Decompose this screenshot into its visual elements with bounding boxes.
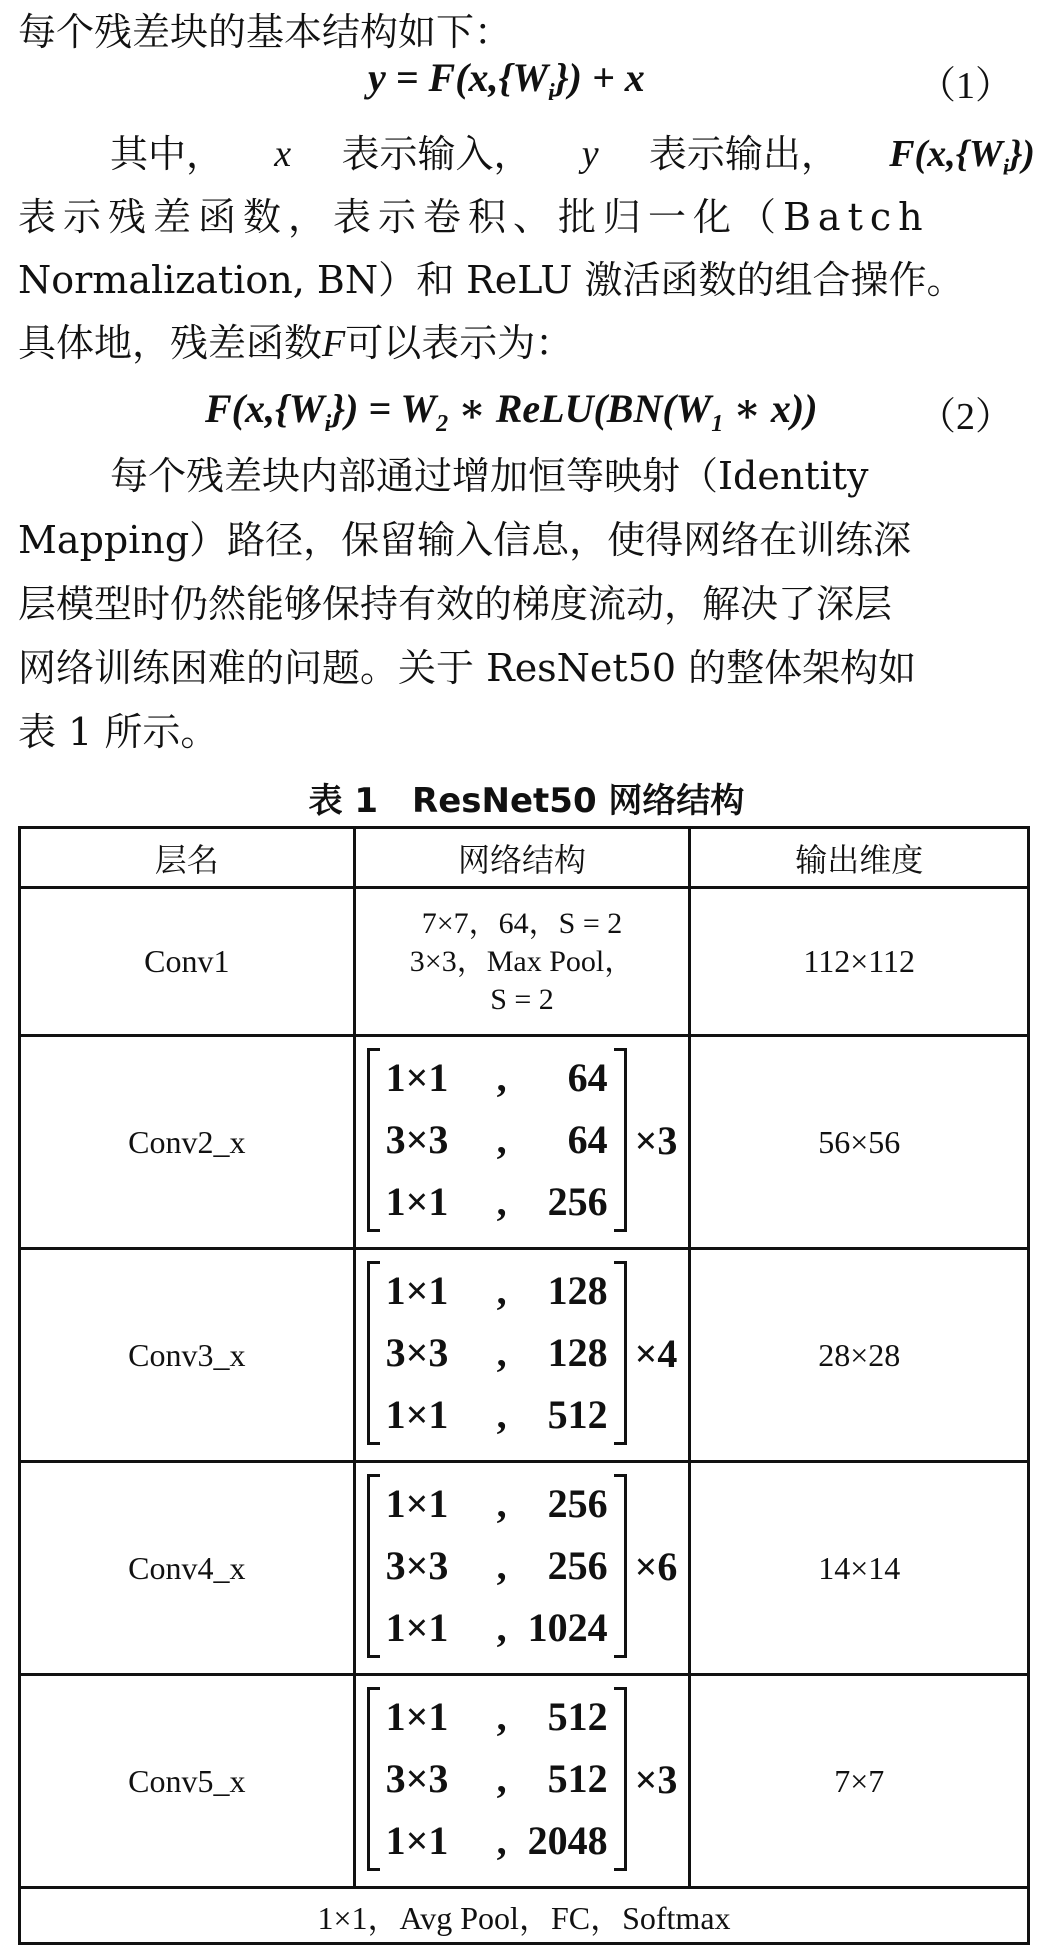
repeat-count: ×4 bbox=[634, 1330, 678, 1376]
structure-cell bbox=[354, 888, 690, 1036]
repeat-count: ×6 bbox=[634, 1543, 678, 1589]
left-bracket bbox=[367, 1474, 380, 1658]
left-bracket bbox=[367, 1687, 380, 1871]
right-bracket bbox=[614, 1474, 627, 1658]
table-row-conv5 bbox=[20, 1675, 1029, 1888]
paragraph-2-line-3: 层模型时仍然能够保持有效的梯度流动，解决了深层 bbox=[18, 582, 893, 626]
table-row-conv3 bbox=[20, 1249, 1029, 1462]
layer-name: Conv4_x bbox=[20, 1462, 355, 1675]
final-layer: 1×1，Avg Pool，FC，Softmax bbox=[20, 1888, 1029, 1944]
resnet50-table bbox=[18, 826, 1030, 1945]
structure-matrix: 1×1 , 128 3×3 , 128 1×1 , 512 ×4 bbox=[354, 1249, 690, 1462]
paragraph-intro: 每个残差块的基本结构如下： bbox=[18, 10, 513, 54]
paragraph-1-line-1: 其中， x 表示输入， y 表示输出， $F(x,\{W_i\})$ bbox=[110, 132, 1035, 180]
paragraph-2-line-5: 表 1 所示。 bbox=[18, 710, 219, 754]
paragraph-2-line-4: 网络训练困难的问题。关于 ResNet50 的整体架构如 bbox=[18, 646, 917, 690]
left-bracket bbox=[367, 1261, 380, 1445]
layer-name: Conv3_x bbox=[20, 1249, 355, 1462]
paragraph-2-line-1: 每个残差块内部通过增加恒等映射（Identity bbox=[110, 454, 869, 498]
structure-matrix: 1×1 , 256 3×3 , 256 1×1 , 1024 ×6 bbox=[354, 1462, 690, 1675]
table-row-conv1 bbox=[20, 888, 1029, 1036]
repeat-count: ×3 bbox=[634, 1756, 678, 1802]
right-bracket bbox=[614, 1048, 627, 1232]
structure-matrix: 1×1 , 512 3×3 , 512 1×1 , 2048 ×3 bbox=[354, 1675, 690, 1888]
paragraph-2-line-2: Mapping）路径，保留输入信息，使得网络在训练深 bbox=[18, 518, 912, 562]
header-output-dim: 输出维度 bbox=[690, 828, 1029, 888]
structure-line: S = 2 bbox=[490, 982, 554, 1016]
structure-line: 7×7，64，S = 2 bbox=[421, 906, 623, 940]
table-row-final bbox=[20, 1888, 1029, 1944]
output-dim: 7×7 bbox=[690, 1675, 1029, 1888]
equation-2: $F(x,\{W_i\}) = W_2$ ∗ $ReLU(BN(W_1$ ∗ x)) （2） bbox=[205, 386, 1013, 438]
right-bracket bbox=[614, 1261, 627, 1445]
repeat-count: ×3 bbox=[634, 1117, 678, 1163]
header-layer-name: 层名 bbox=[20, 828, 355, 888]
paragraph-1-line-3: Normalization, BN）和 ReLU 激活函数的组合操作。 bbox=[18, 258, 965, 302]
equation-1: $y = F(x,\{W_i\}) + x$ （1） bbox=[368, 55, 1013, 107]
output-dim: 112×112 bbox=[690, 888, 1029, 1036]
table-header-row bbox=[20, 828, 1029, 888]
left-bracket bbox=[367, 1048, 380, 1232]
table-row-conv4 bbox=[20, 1462, 1029, 1675]
layer-name: Conv2_x bbox=[20, 1036, 355, 1249]
layer-name: Conv5_x bbox=[20, 1675, 355, 1888]
paragraph-1-line-2: 表示残差函数，表示卷积、批归一化（Batch bbox=[18, 195, 930, 239]
right-bracket bbox=[614, 1687, 627, 1871]
table-row-conv2 bbox=[20, 1036, 1029, 1249]
output-dim: 56×56 bbox=[690, 1036, 1029, 1249]
paragraph-1-line-4: 具体地，残差函数F可以表示为： bbox=[18, 321, 574, 365]
output-dim: 28×28 bbox=[690, 1249, 1029, 1462]
header-structure: 网络结构 bbox=[354, 828, 690, 888]
structure-matrix: 1×1 , 64 3×3 , 64 1×1 , 256 ×3 bbox=[354, 1036, 690, 1249]
output-dim: 14×14 bbox=[690, 1462, 1029, 1675]
structure-line: 3×3，Max Pool， bbox=[409, 944, 635, 978]
layer-name: Conv1 bbox=[20, 888, 355, 1036]
table-caption: 表 1 ResNet50 网络结构 bbox=[308, 781, 745, 821]
